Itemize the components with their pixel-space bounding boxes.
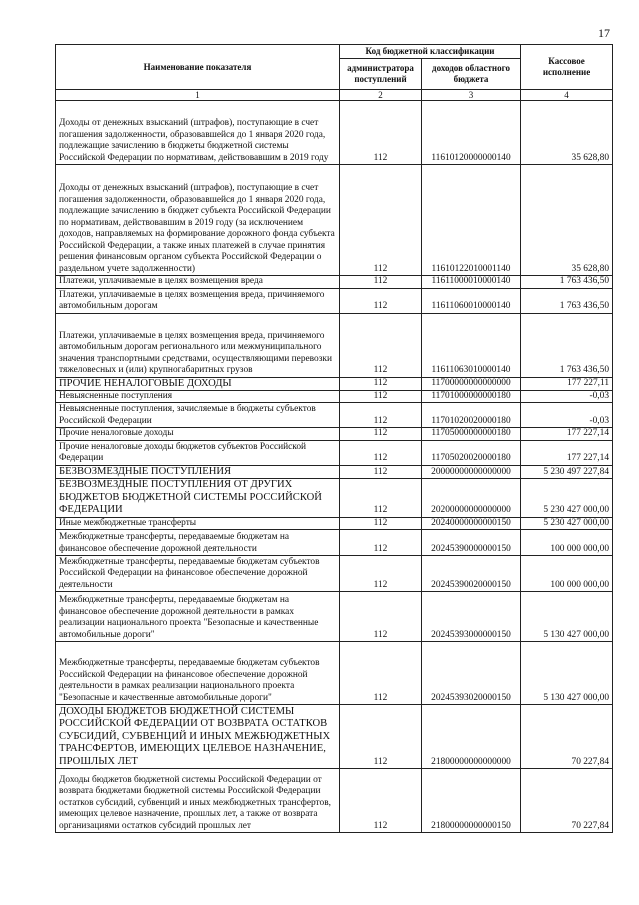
row-amount: 5 230 497 227,84 [521, 465, 613, 478]
row-admin: 112 [340, 556, 422, 592]
table-row [56, 517, 613, 530]
row-code: 11705020020000180 [422, 440, 521, 465]
row-name: Платежи, уплачиваемые в целях возмещения вреда, причиняемого автомобильным дорогам [56, 288, 340, 313]
table-row [56, 288, 613, 313]
row-admin: 112 [340, 313, 422, 377]
row-amount: 70 227,84 [521, 769, 613, 833]
table-row [56, 556, 613, 592]
row-admin: 112 [340, 377, 422, 390]
row-code: 11611063010000140 [422, 313, 521, 377]
row-code: 20245390000000150 [422, 530, 521, 556]
col-number: 2 [340, 90, 422, 101]
row-code: 11705000000000180 [422, 428, 521, 441]
table-row [56, 101, 613, 165]
row-code: 21800000000000000 [422, 705, 521, 769]
row-amount: 100 000 000,00 [521, 530, 613, 556]
table-row [56, 592, 613, 642]
header-indicator: Наименование показателя [56, 45, 340, 90]
table-row [56, 428, 613, 441]
row-admin: 112 [340, 276, 422, 289]
row-admin: 112 [340, 705, 422, 769]
row-name: ДОХОДЫ БЮДЖЕТОВ БЮДЖЕТНОЙ СИСТЕМЫ РОССИЙСКОЙ ФЕДЕРАЦИИ ОТ ВОЗВРАТА ОСТАТКОВ СУБСИДИЙ, СУБВЕНЦИЙ И ИНЫХ МЕЖБЮДЖЕТНЫХ ТРАНСФЕРТОВ, ИМЕЮЩИХ ЦЕЛЕВОЕ НАЗНАЧЕНИЕ, ПРОШЛЫХ ЛЕТ [56, 705, 340, 769]
row-name: Межбюджетные трансферты, передаваемые бюджетам субъектов Российской Федерации на финансовое обеспечение дорожной деятельности [56, 556, 340, 592]
col-number: 1 [56, 90, 340, 101]
row-name: Межбюджетные трансферты, передаваемые бюджетам на финансовое обеспечение дорожной деятельности [56, 530, 340, 556]
row-code: 11611000010000140 [422, 276, 521, 289]
header-income: доходов областного бюджета [422, 59, 521, 90]
table-row [56, 276, 613, 289]
table-row [56, 313, 613, 377]
row-code: 11701020020000180 [422, 403, 521, 428]
row-admin: 112 [340, 769, 422, 833]
row-code: 20000000000000000 [422, 465, 521, 478]
row-code: 20245393000000150 [422, 592, 521, 642]
row-name: Доходы от денежных взысканий (штрафов), поступающие в счет погашения задолженности, образовавшейся до 1 января 2020 года, подлежащие зачислению в бюджеты бюджетной системы Российской Федерации по нормативам, действовавшим в 2019 году [56, 101, 340, 165]
row-amount: -0,03 [521, 390, 613, 403]
row-name: Межбюджетные трансферты, передаваемые бюджетам на финансовое обеспечение дорожной деятельности в рамках реализации национального проекта "Безопасные и качественные автомобильные дороги" [56, 592, 340, 642]
row-code: 21800000000000150 [422, 769, 521, 833]
row-name: Невыясненные поступления, зачисляемые в бюджеты субъектов Российской Федерации [56, 403, 340, 428]
row-amount: 1 763 436,50 [521, 313, 613, 377]
row-name: Платежи, уплачиваемые в целях возмещения вреда [56, 276, 340, 289]
row-code: 11610122010001140 [422, 165, 521, 276]
page-number: 17 [598, 26, 610, 40]
row-code: 11701000000000180 [422, 390, 521, 403]
row-name: Иные межбюджетные трансферты [56, 517, 340, 530]
row-name: Доходы от денежных взысканий (штрафов), поступающие в счет погашения задолженности, образовавшейся до 1 января 2020 года, подлежащие зачислению в бюджет субъекта Российской Федерации по нормативам, действовавшим в 2019 году (за исключением доходов, направляемых на формирование дорожного фонда субъекта Российской Федерации, а также иных платежей в случае принятия решения финансовым органом субъекта Российской Федерации о раздельном учете задолженности) [56, 165, 340, 276]
header-cash: Кассовое исполнение [521, 45, 613, 90]
row-code: 11610120000000140 [422, 101, 521, 165]
table-row [56, 769, 613, 833]
row-amount: 1 763 436,50 [521, 288, 613, 313]
row-amount: 177 227,14 [521, 440, 613, 465]
col-number: 3 [422, 90, 521, 101]
table-row [56, 165, 613, 276]
row-admin: 112 [340, 288, 422, 313]
col-number: 4 [521, 90, 613, 101]
row-name: Платежи, уплачиваемые в целях возмещения вреда, причиняемого автомобильным дорогам регионального или межмуниципального значения транспортными средствами, осуществляющими перевозки тяжеловесных и (или) крупногабаритных грузов [56, 313, 340, 377]
row-name: Невыясненные поступления [56, 390, 340, 403]
row-admin: 112 [340, 642, 422, 705]
table-row [56, 377, 613, 390]
table-row [56, 705, 613, 769]
row-amount: 5 130 427 000,00 [521, 642, 613, 705]
budget-table [55, 44, 613, 833]
header-admin: администратора поступлений [340, 59, 422, 90]
row-admin: 112 [340, 479, 422, 517]
header-code-group: Код бюджетной классификации [340, 45, 521, 59]
row-name: ПРОЧИЕ НЕНАЛОГОВЫЕ ДОХОДЫ [56, 377, 340, 390]
row-amount: -0,03 [521, 403, 613, 428]
row-code: 11700000000000000 [422, 377, 521, 390]
row-amount: 177 227,11 [521, 377, 613, 390]
table-row [56, 530, 613, 556]
row-amount: 177 227,14 [521, 428, 613, 441]
row-amount: 5 230 427 000,00 [521, 479, 613, 517]
row-admin: 112 [340, 101, 422, 165]
table-row [56, 440, 613, 465]
row-admin: 112 [340, 530, 422, 556]
row-code: 20200000000000000 [422, 479, 521, 517]
row-admin: 112 [340, 465, 422, 478]
row-amount: 70 227,84 [521, 705, 613, 769]
row-amount: 1 763 436,50 [521, 276, 613, 289]
row-amount: 100 000 000,00 [521, 556, 613, 592]
row-admin: 112 [340, 517, 422, 530]
row-admin: 112 [340, 165, 422, 276]
row-name: Прочие неналоговые доходы [56, 428, 340, 441]
row-code: 20245390020000150 [422, 556, 521, 592]
table-row [56, 642, 613, 705]
row-amount: 5 130 427 000,00 [521, 592, 613, 642]
row-name: Доходы бюджетов бюджетной системы Российской Федерации от возврата бюджетами бюджетной системы Российской Федерации остатков субсидий, субвенций и иных межбюджетных трансфертов, имеющих целевое назначение, прошлых лет, а также от возврата организациями остатков субсидий прошлых лет [56, 769, 340, 833]
row-admin: 112 [340, 592, 422, 642]
row-admin: 112 [340, 403, 422, 428]
row-admin: 112 [340, 390, 422, 403]
table-row [56, 390, 613, 403]
row-code: 20240000000000150 [422, 517, 521, 530]
row-amount: 35 628,80 [521, 165, 613, 276]
row-name: Прочие неналоговые доходы бюджетов субъектов Российской Федерации [56, 440, 340, 465]
table-row [56, 465, 613, 478]
row-admin: 112 [340, 428, 422, 441]
row-code: 20245393020000150 [422, 642, 521, 705]
column-numbers-row [56, 90, 613, 101]
table-row [56, 403, 613, 428]
row-amount: 35 628,80 [521, 101, 613, 165]
row-amount: 5 230 427 000,00 [521, 517, 613, 530]
row-name: БЕЗВОЗМЕЗДНЫЕ ПОСТУПЛЕНИЯ [56, 465, 340, 478]
table-row [56, 479, 613, 517]
row-code: 11611060010000140 [422, 288, 521, 313]
row-name: БЕЗВОЗМЕЗДНЫЕ ПОСТУПЛЕНИЯ ОТ ДРУГИХ БЮДЖЕТОВ БЮДЖЕТНОЙ СИСТЕМЫ РОССИЙСКОЙ ФЕДЕРАЦИИ [56, 479, 340, 517]
row-admin: 112 [340, 440, 422, 465]
row-name: Межбюджетные трансферты, передаваемые бюджетам субъектов Российской Федерации на финансовое обеспечение дорожной деятельности в рамках реализации национального проекта "Безопасные и качественные автомобильные дороги" [56, 642, 340, 705]
